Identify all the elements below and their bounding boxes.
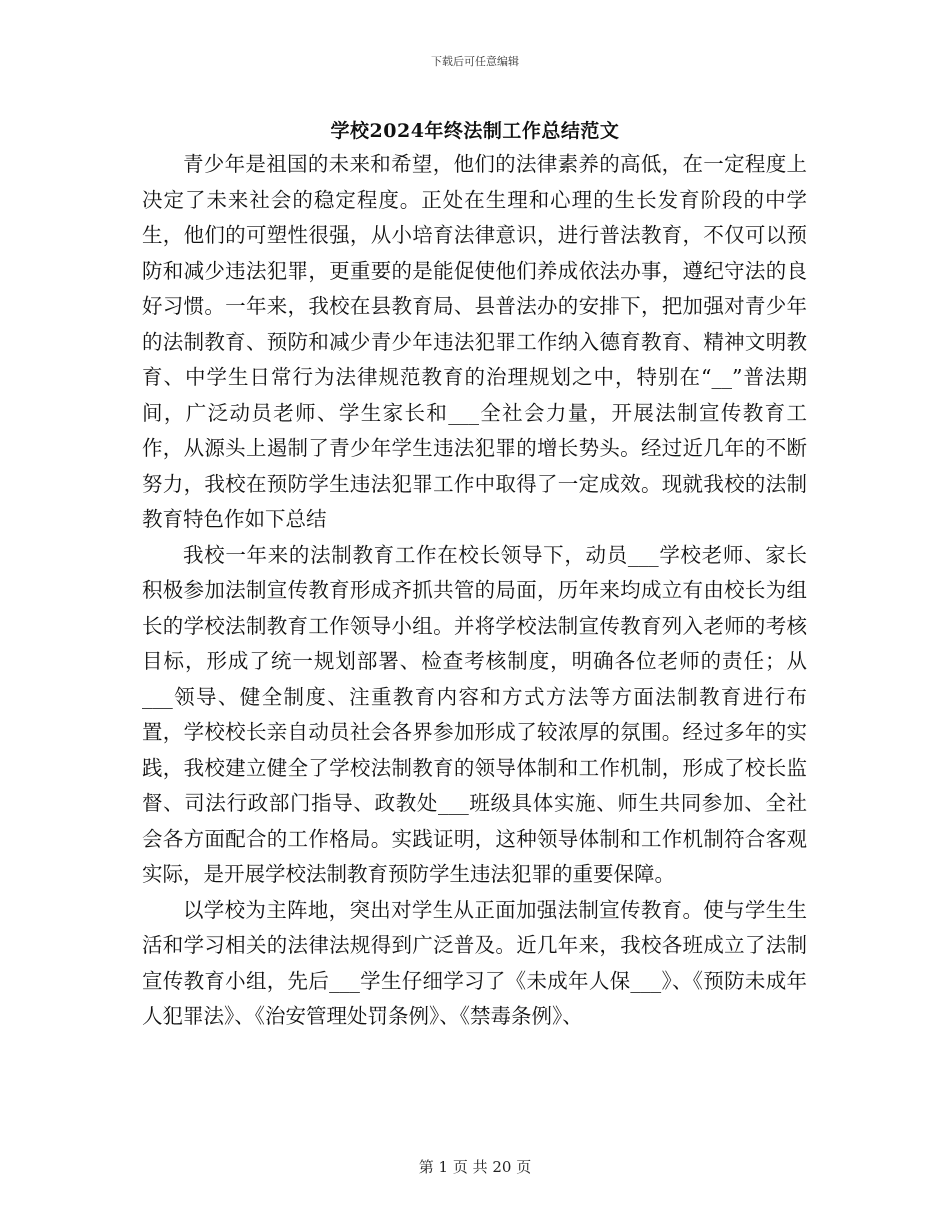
document-title: 学校2024年终法制工作总结范文 [330,120,620,142]
paragraph-2: 我校一年来的法制教育工作在校长领导下，动员___学校老师、家长积极参加法制宣传教育形成齐抓共管的局面，历年来均成立有由校长为组长的学校法制教育工作领导小组。并将学校法制宣传教育列入老师的考核目标，形成了统一规划部署、检查考核制度，明确各位老师的责任；从___领导、健全制度、注重教育内容和方式方法等方面法制教育进行布置，学校校长亲自动员社会各界参加形成了较浓厚的氛围。经过多年的实践，我校建立健全了学校法制教育的领导体制和工作机制，形成了校长监督、司法行政部门指导、政教处___班级具体实施、师生共同参加、全社会各方面配合的工作格局。实践证明，这种领导体制和工作机制符合客观实际，是开展学校法制教育预防学生违法犯罪的重要保障。 [142,542,807,886]
paragraph-3: 以学校为主阵地，突出对学生从正面加强法制宣传教育。使与学生生活和学习相关的法律法规得到广泛普及。近几年来，我校各班成立了法制宣传教育小组，先后___学生仔细学习了《未成年人保___》、《预防未成年人犯罪法》、《治安管理处罚条例》、《禁毒条例》、 [142,897,807,1028]
paragraph-1: 青少年是祖国的未来和希望，他们的法律素养的高低，在一定程度上决定了未来社会的稳定程度。正处在生理和心理的生长发育阶段的中学生，他们的可塑性很强，从小培育法律意识，进行普法教育，不仅可以预防和减少违法犯罪，更重要的是能促使他们养成依法办事，遵纪守法的良好习惯。一年来，我校在县教育局、县普法办的安排下，把加强对青少年的法制教育、预防和减少青少年违法犯罪工作纳入德育教育、精神文明教育、中学生日常行为法律规范教育的治理规划之中，特别在“__”普法期间，广泛动员老师、学生家长和___全社会力量，开展法制宣传教育工作，从源头上遏制了青少年学生违法犯罪的增长势头。经过近几年的不断努力，我校在预防学生违法犯罪工作中取得了一定成效。现就我校的法制教育特色作如下总结 [142,152,807,531]
document-body [142,147,807,1035]
header-note: 下载后可任意编辑 [431,55,519,68]
page-number: 第 1 页 共 20 页 [418,1158,532,1176]
